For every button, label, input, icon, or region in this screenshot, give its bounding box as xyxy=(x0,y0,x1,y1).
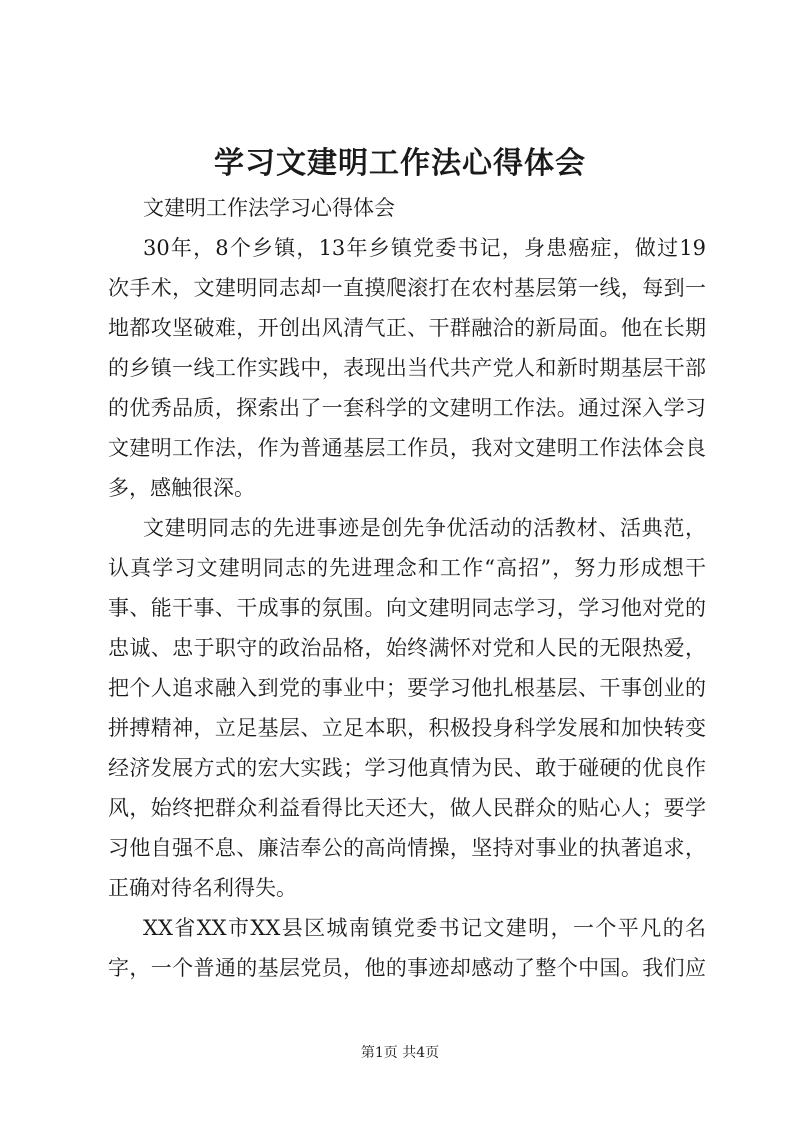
text-line: 字，一个普通的基层党员，他的事迹却感动了整个中国。我们应 xyxy=(108,956,706,980)
text-line: 的优秀品质，探索出了一套科学的文建明工作法。通过深入学习 xyxy=(108,396,706,420)
text-line: 忠诚、忠于职守的政治品格，始终满怀对党和人民的无限热爱， xyxy=(108,636,706,660)
text-line: 次手术，文建明同志却一直摸爬滚打在农村基层第一线，每到一 xyxy=(108,276,706,300)
paragraph xyxy=(108,508,706,908)
paragraph xyxy=(108,908,706,988)
text-line: 正确对待名利得失。 xyxy=(108,876,297,900)
text-line: 认真学习文建明同志的先进理念和工作“高招”，努力形成想干 xyxy=(108,556,706,580)
text-line: XX省XX市XX县区城南镇党委书记文建明，一个平凡的名 xyxy=(143,916,706,940)
paragraph xyxy=(108,188,706,228)
text-line: 文建明同志的先进事迹是创先争优活动的活教材、活典范， xyxy=(143,516,706,540)
paragraph xyxy=(108,228,706,508)
text-line: 30年，8个乡镇，13年乡镇党委书记，身患癌症，做过19 xyxy=(143,236,706,260)
text-line: 把个人追求融入到党的事业中；要学习他扎根基层、干事创业的 xyxy=(108,676,706,700)
text-line: 风，始终把群众利益看得比天还大，做人民群众的贴心人；要学 xyxy=(108,796,706,820)
text-line: 多，感触很深。 xyxy=(108,476,255,500)
text-line: 拼搏精神，立足基层、立足本职，积极投身科学发展和加快转变 xyxy=(108,716,706,740)
text-line: 事、能干事、干成事的氛围。向文建明同志学习，学习他对党的 xyxy=(108,596,706,620)
text-line: 经济发展方式的宏大实践；学习他真情为民、敢于碰硬的优良作 xyxy=(108,756,706,780)
text-line: 文建明工作法，作为普通基层工作员，我对文建明工作法体会良 xyxy=(108,436,706,460)
text-line: 地都攻坚破难，开创出风清气正、干群融洽的新局面。他在长期 xyxy=(108,316,706,340)
text-line: 文建明工作法学习心得体会 xyxy=(143,196,395,220)
document-body xyxy=(108,188,706,988)
page-footer: 第1页 共4页 xyxy=(360,1045,440,1061)
document-title: 学习文建明工作法心得体会 xyxy=(214,146,586,181)
text-line: 的乡镇一线工作实践中，表现出当代共产党人和新时期基层干部 xyxy=(108,356,706,380)
text-line: 习他自强不息、廉洁奉公的高尚情操，坚持对事业的执著追求， xyxy=(108,836,706,860)
